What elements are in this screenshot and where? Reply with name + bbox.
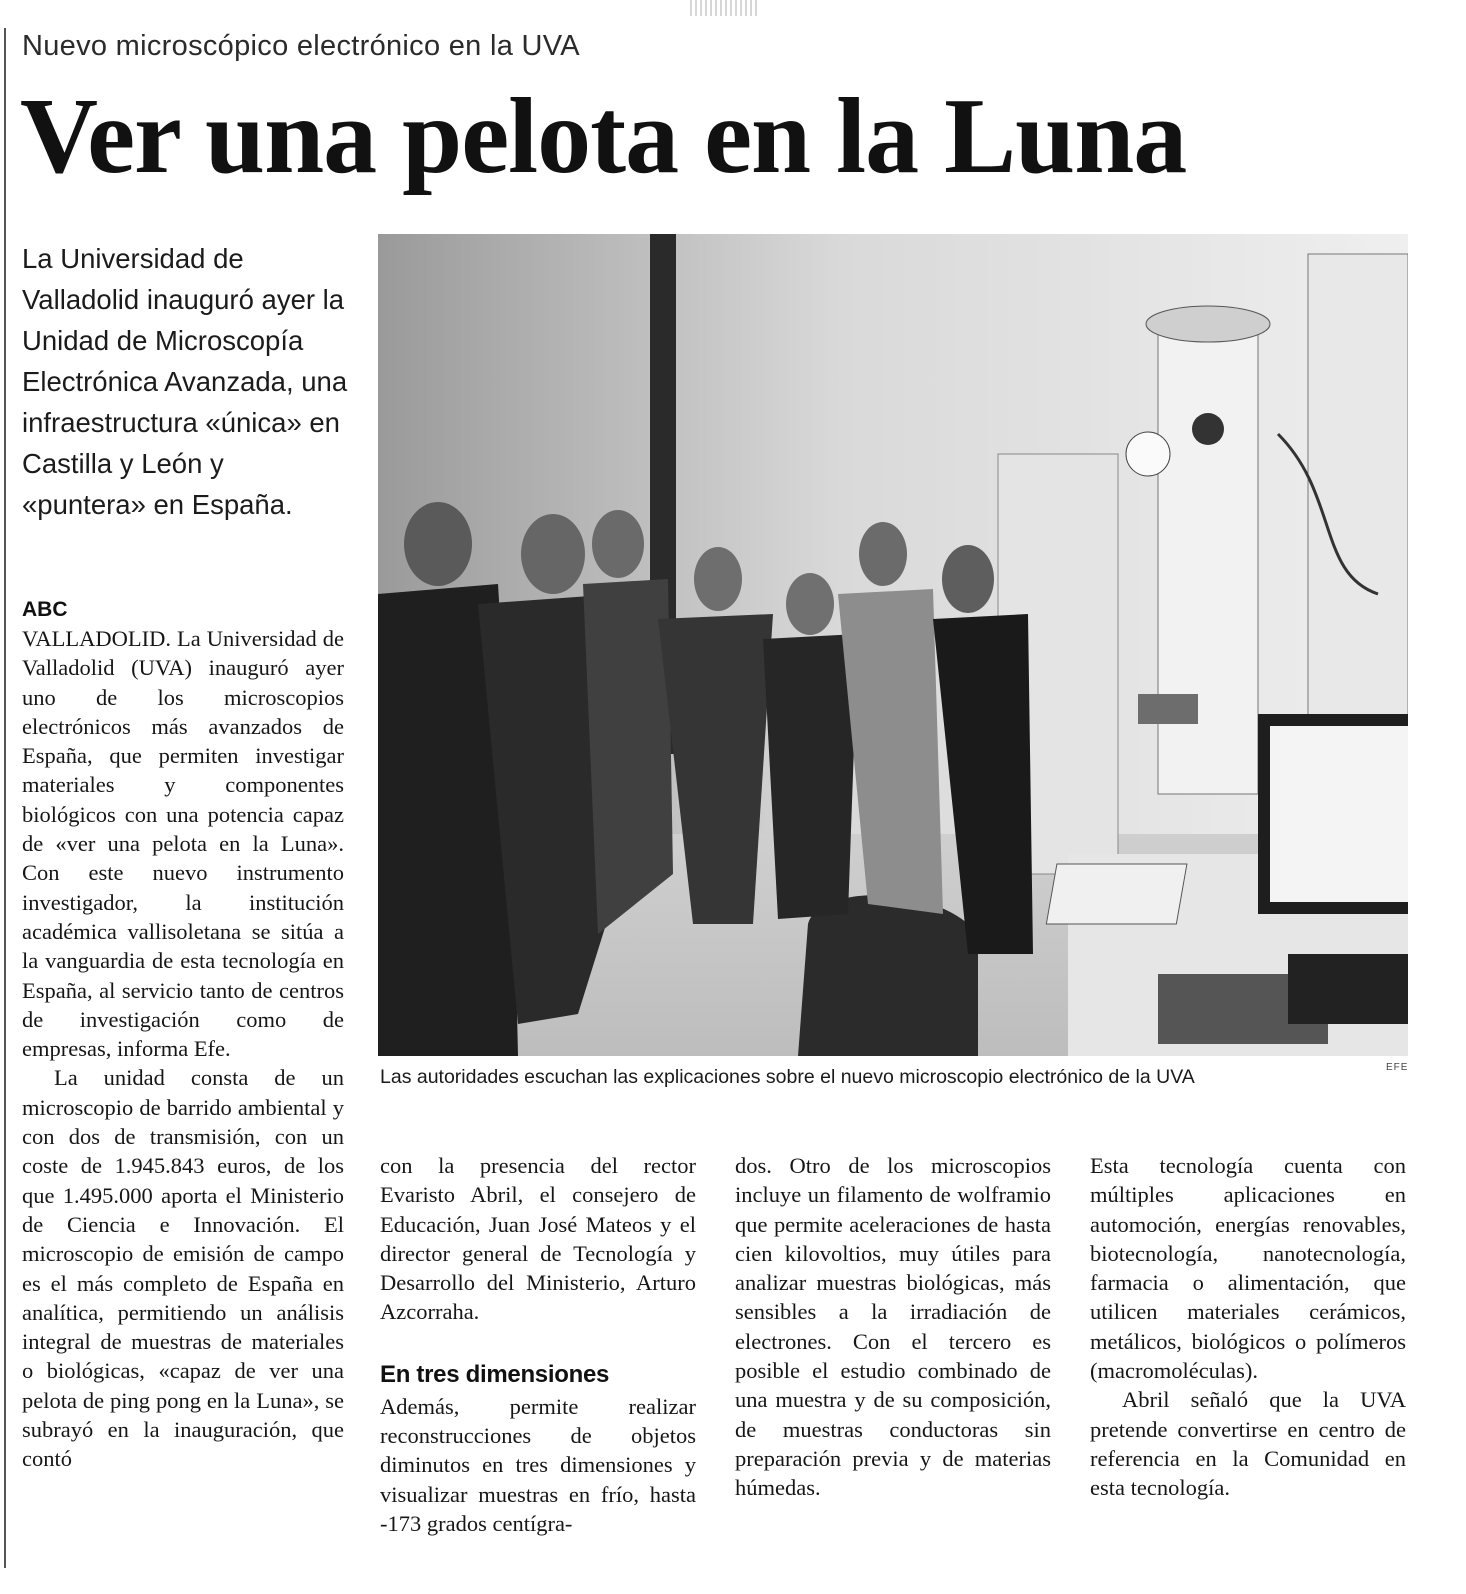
photo-caption: Las autoridades escuchan las explicaciones sobre el nuevo microscopio electrónico de la UVA [380,1066,1195,1088]
body-paragraph: Abril señaló que la UVA pretende convertirse en centro de referencia en la Comunidad en esta tecnología. [1090,1387,1406,1501]
body-paragraph: VALLADOLID. La Universidad de Valladolid (UVA) inauguró ayer uno de los microscopios electrónicos más avanzados de España, que permiten investigar materiales y componentes biológicos con una potencia capaz de «ver una pelota en la Luna». Con este nuevo instrumento investigador, la institución académica vallisoletana se sitúa a la vanguardia de esta tecnología en España, al servicio tanto de centros de investigación como de empresas, informa Efe. [22,626,344,1062]
section-subheading: En tres dimensiones [380,1360,610,1388]
body-paragraph: Esta tecnología cuenta con múltiples aplicaciones en automoción, energías renovables, biotecnología, nanotecnología, farmacia o alimentación, que utilicen materiales cerámicos, metálicos, biológicos o polímeros (macromoléculas). [1090,1153,1406,1384]
body-paragraph: con la presencia del rector Evaristo Abril, el consejero de Educación, Juan José Mateos y el director general de Tecnología y Desarrollo del Ministerio, Arturo Azcorraha. [380,1153,696,1325]
body-column-2 [380,1151,696,1538]
body-paragraph: Además, permite realizar reconstrucciones de objetos diminutos en tres dimensiones y visualizar muestras en frío, hasta -173 grados centígra- [380,1393,696,1536]
article-photo [378,234,1408,1056]
article-headline: Ver una pelota en la Luna [20,77,1187,196]
article-kicker: Nuevo microscópico electrónico en la UVA [22,30,580,62]
article-byline: ABC [22,598,68,621]
body-column-4 [1090,1151,1406,1503]
article-lead: La Universidad de Valladolid inauguró ayer la Unidad de Microscopía Electrónica Avanzada, una infraestructura «única» en Castilla y León y «puntera» en España. [22,243,348,520]
body-paragraph: dos. Otro de los microscopios incluye un filamento de wolframio que permite aceleraciones de hasta cien kilovoltios, muy útiles para analizar muestras biológicas, más sensibles a la irradiación de electrones. Con el tercero es posible el estudio combinado de una muestra y de su composición, de muestras conductoras sin preparación previa y de materias húmedas. [735,1153,1051,1501]
photo-microscope-lab-image [378,234,1408,1056]
scan-artifact [690,0,760,16]
photo-credit: EFE [1386,1062,1409,1073]
body-column-1 [22,624,344,1474]
column-rule [4,28,6,1568]
body-column-3 [735,1151,1051,1503]
body-paragraph: La unidad consta de un microscopio de barrido ambiental y con dos de transmisión, con un coste de 1.945.843 euros, de los que 1.495.000 aporta el Ministerio de Ciencia e Innovación. El microscopio de emisión de campo es el más completo de España en analítica, permitiendo un análisis integral de muestras de materiales o biológicas, «capaz de ver una pelota de ping pong en la Luna», se subrayó en la inauguración, que contó [22,1065,344,1472]
